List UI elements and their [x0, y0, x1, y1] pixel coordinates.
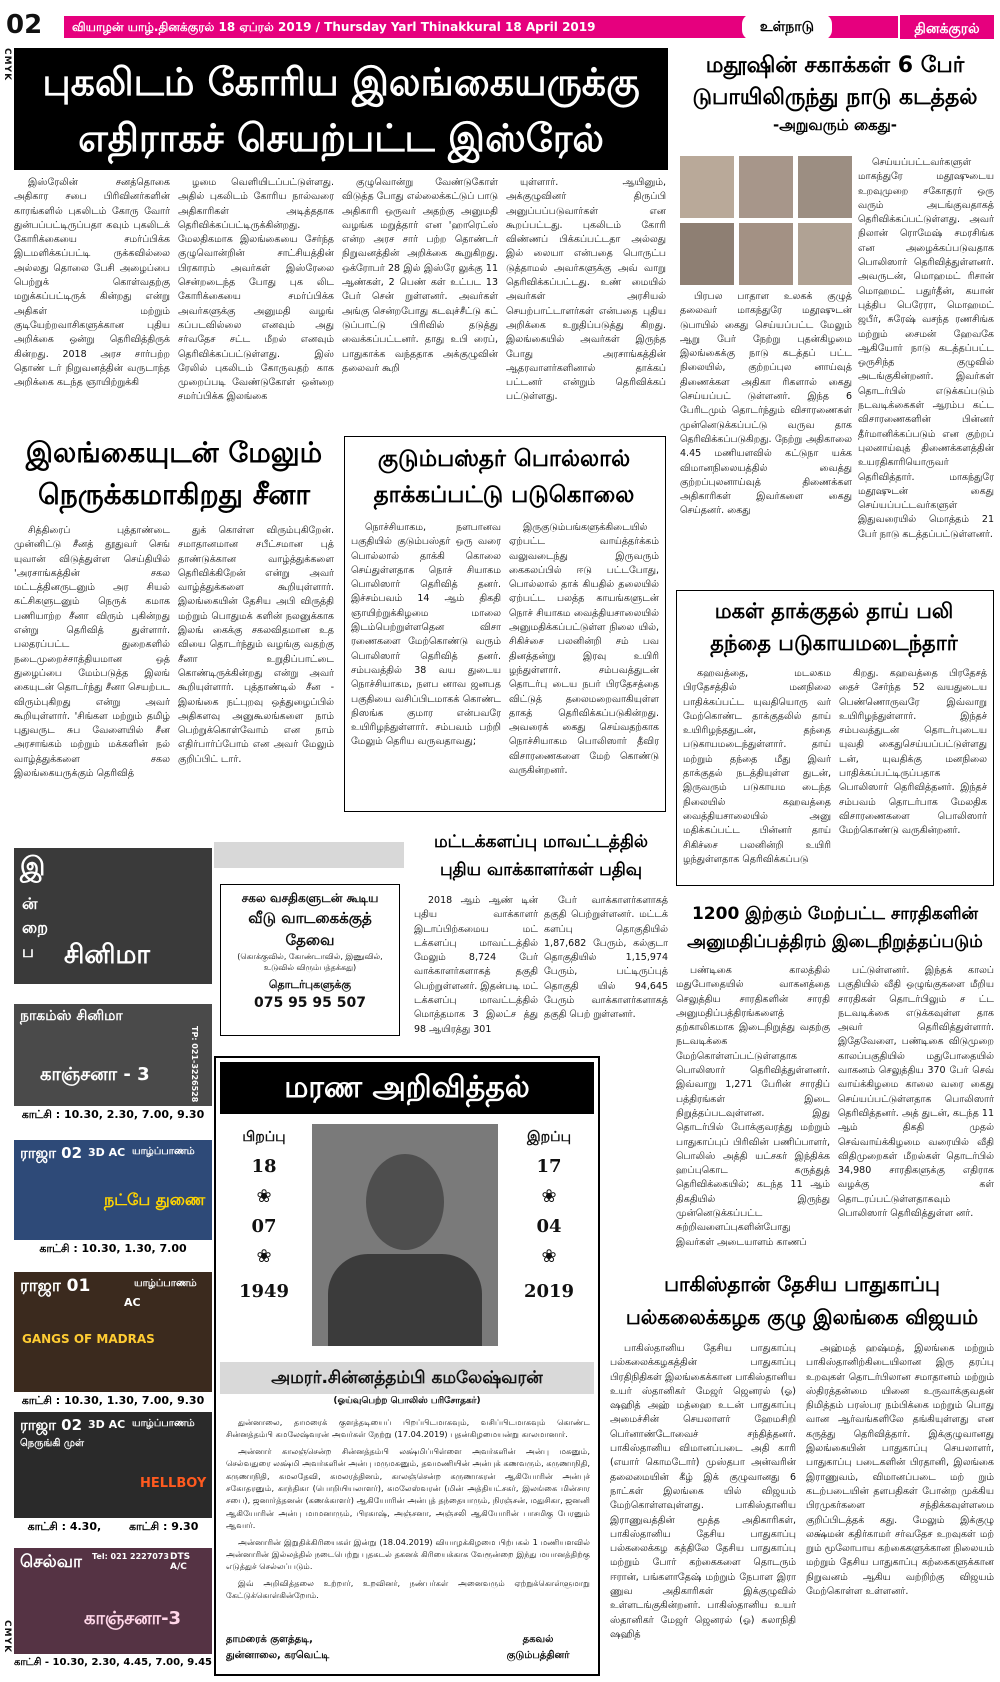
cinema-hall-name: நாகம்ஸ் சினிமா	[20, 1008, 123, 1024]
pakistan-story-col2: அஹ்மத் ஹஷ்மத், இலங்கை மற்றும் பாகிஸ்தானிற்கிடையிலான இரு தரப்பு உறவுகள் தொடர்பிலான சமாதானம் மற்றும் ஸ்திரத்தன்மை யினை உருவாக்குவதன் நிமித்தம் பரஸ்பர நம்பிக்கை மற்றும் பொது வான ஆர்வங்களிலே தங்கியுள்ளது என கருத்து தெரிவித்தார். இக்குழுவானது இலங்கையின் பாதுகாப்பு செயலாளர், பாதுகாப்பு படைகளின் பிரதானி, இலங்கை இராணுவம், விமானப்படை மற் றும் கடற்படையின் தளபதிகள் போன்ற முக்கிய பிரமுகர்களை சந்திக்கவுள்ளமை குறிப்பிடத்தக் கது. மேலும் இக்குழு லக்ஷ்மன் கதிர்காமர் சர்வதேச உறவுகள் மற் றும் மூலோபாய கற்கைகளுக்கான நிலையம் மற்றும் தேசிய பாதுகாப்பு கற்கைகளுக்கான நிறுவனம் ஆகிய வற்றிற்கு விஜயம் மேற்கொள்ள உள்ளனர்.	[806, 1343, 994, 1598]
lead-story-col1: இஸ்ரேலின் சனத்தொகை அதிகார சபை பிரிவினர்களின் காரங்களில் புகலிடம் கோரு வோர் துன்பப்பட்டிருப்பதா கவும் புகலிடக் கோரிக்கையை சமர்ப்பிக்க இடமளிக்கப்பட்டி ருக்கவில்லை அல்லது தொலை பேசி அழைப்பை பெற்றுக் கொள்வதற்கு மறுக்கப்பட்டிருக் கின்றது என்று அதிகள் மற்றும் குடியேற்றவாசிகளுக்கான புதிய அறிக்கை ஒன்று தெரிவித்திருக் கின்றது. 2018 அரச சார்பற்ற தொண் டர் நிறுவனத்தின் வருடாந்த அறிக்கை கடந்த ஞாயிற்றுக்கி	[14, 177, 170, 389]
cinema-format: 3D AC	[88, 1146, 126, 1159]
batticaloa-headline	[414, 828, 668, 890]
cinema-showtimes-left: காட்சி : 4.30,	[27, 1520, 102, 1533]
page-number: 02	[6, 10, 43, 40]
cinema-ad-nagams	[14, 1004, 212, 1124]
batticaloa-story-col1: 2018 ஆம் ஆண் டின் புதிய வாக்காளர் இடாப்பிற்கமைய மட் டக்களப்பு மாவட்டத்தில் மேலும் 8,724 பேர் வாக்காளர்களாகத் தகுதி பெற்றுள்ளனர். இதன்படி மட் டக்களப்பு மாவட்டத்தில் மொத்தமாக 3 இலட்ச த்து 98 ஆயிரத்து 301	[414, 895, 538, 1035]
birth-year: 1949	[238, 1281, 290, 1302]
pakistan-headline-line1: பாகிஸ்தான் தேசிய பாதுகாப்பு	[664, 1272, 940, 1296]
suspect-photo-6	[798, 223, 852, 285]
cinema-hall-name: ராஜா 01	[20, 1276, 91, 1296]
ornament-icon: ❀	[541, 1246, 557, 1267]
lead-headline-line1: புகலிடம் கோரிய இலங்கையருக்கு	[42, 60, 640, 104]
cinema-ad-raja02-b	[14, 1412, 212, 1536]
cinema-movie-title: GANGS OF MADRAS	[22, 1332, 155, 1346]
china-headline-line1: இலங்கையுடன் மேலும்	[25, 436, 323, 469]
newspaper-logo: தினக்குரல்	[898, 13, 996, 41]
batticaloa-headline-line1: மட்டக்களப்பு மாவட்டத்தில்	[433, 832, 649, 852]
lead-story-col2: ழமை வெளியிடப்பட்டுள்ளது. அதில் புகலிடம் கோரிய நால்வரை அதிகாரிகள் அடித்ததாக தெரிவிக்கப்பட்டிருக்கின்றது. மேலதிகமாக இலங்கையை சேர்ந்த குழுவொன்றின் சாட்சியத்தின் பிரகாரம் அவர்கள் இஸ்ரேலை சென்றடைந்த போது புக லிட கோரிக்கையை சமர்ப்பிக்க அவர்களுக்கு அனுமதி வழங் கப்படவில்லை எனவும் அது சர்வதேச சட்ட மீறல் எனவும் தெரிவிக்கப்பட்டுள்ளது. இஸ் ரேலில் புகலிடம் கோருவதற் காக முறைப்படி வேண்டுகோள் ஒன்றை சமர்ப்பிக்க இலங்கை	[178, 177, 334, 403]
suspect-photo-4	[680, 223, 734, 285]
ornament-icon: ❀	[541, 1186, 557, 1207]
header-date-tamil: வியாழன் யாழ்.தினக்குரல் 18 ஏப்ரல்	[72, 20, 274, 34]
cinema-format: AC	[124, 1296, 141, 1309]
obituary-title: மரண அறிவித்தல்	[220, 1062, 594, 1114]
birth-month: 07	[251, 1216, 277, 1237]
cinema-showtimes: காட்சி : 10.30, 2.30, 7.00, 9.30	[14, 1106, 212, 1124]
murder-story-box	[344, 436, 666, 812]
daughter-story-box	[676, 590, 994, 886]
obituary-paragraph: துன்னாலை, தாமரைக் குளத்தடியைப் பிறப்பிடமாகவும், வசிப்பிடமாகவும் கொண்ட சின்னத்தம்பி கமலேஷ்வரன் அவர்கள் நேற்று (17.04.2019) புதன்கிழமையன்று காலமானார்.	[226, 1417, 590, 1440]
house-ad-line2: வீடு வாடகைக்குத்	[248, 909, 372, 927]
section-label: உள்நாடு	[742, 14, 832, 40]
murder-headline-line1: குடும்பஸ்தர் பொல்லால்	[377, 446, 631, 472]
pakistan-story-col1: பாகிஸ்தானிய தேசிய பாதுகாப்பு பல்கலைக்கழகத்தின் பாதுகாப்பு பிரதிநிதிகள் இலங்கைக்கான பாகிஸ்தானிய உயர் ஸ்தானிகர் மேஜர் ஜெனரல் (ஓ) ஷஹித் அஹ் மத்ஹை உடன் பாதுகாப்பு அமைச்சின் செயலாளர் ஹேமசிறி பெர்னாண்டோவைச் சந்தித்தனர். பாகிஸ்தானிய விமானப்படை அதி காரி (எயார் கொமடோர்) முஸ்தபா அன்வரின் தலைமையின் கீழ் இக் குழுவானது 6 நாட்கள் இலங்கை யில் விஜயம் மேற்கொள்ளவுள்ளது. பாகிஸ்தானிய இராணுவத்தின் மூத்த அதிகாரிகள், பாகிஸ்தானிய தேசிய பாதுகாப்பு பல்கலைக்கழ கத்திலே தேசிய பாதுகாப்பு மற்றும் போர் கற்கைகளை தொடரும் ஈரான், பங்களாதேஷ் மற்றும் நேபாள இரா ணுவ அதிகாரிகள் இக்குழுவில் உள்ளடங்குகின்றனர். பாகிஸ்தானிய உயர் ஸ்தானிகர் மேஜர் ஜெனரல் (ஓ) கலாநிதி ஷஹித்	[610, 1343, 796, 1640]
cinema-phone: TP: 021-3226528	[190, 1026, 199, 1103]
cinema-phone: Tel: 021 2227073	[92, 1552, 169, 1561]
cinema-movie-extra: நெருங்கி முள்	[20, 1438, 85, 1449]
pakistan-headline	[610, 1268, 994, 1338]
china-story-col2: துக் கொள்ள விரும்புகிறேன். சமாதானமான சபீட்சமான புத் தாண்டுக்கான வாழ்த்துக்களை தெரிவிக்கிறேன் என்று அவர் வாழ்த்துக்களை கூறியுள்ளார். இலங்கையின் தேசிய அபி விருத்தி மற்றும் பொதுமக் களின் நலனுக்காக இலங் கைக்கு சகலவிதமான உத வியை தொடர்ந்தும் வழங்கு வதற்கு சீனா உறுதிப்பாட்டை கொண்டிருக்கின்றது என்று அவர் கூறியுள்ளார். புத்தாண்டில் சீன - இலங்கை நட்புறவு ஒத்துழைப்பில் அதிகளவு அனுகூலங்களை நாம் பெற்றுக்கொள்வோம் என நாம் எதிர்பார்ப்போம் என அவர் மேலும் குறிப்பிட் டார்.	[178, 525, 334, 765]
death-year: 2019	[523, 1281, 575, 1302]
daughter-headline-line1: மகள் தாக்குதல் தாய் பலி	[714, 599, 954, 623]
death-day: 17	[536, 1156, 562, 1177]
ad-grey-strip	[214, 842, 404, 868]
birth-dates	[224, 1122, 304, 1358]
obituary-notice	[214, 1056, 600, 1676]
cinema-city: யாழ்ப்பாணம்	[132, 1418, 195, 1429]
batticaloa-headline-line2: புதிய வாக்காளர்கள் பதிவு	[439, 860, 643, 880]
informant-label: தகவல்	[522, 1634, 554, 1645]
dubai-story-right-col: செய்யப்பட்டவர்களுள் மாகந்துரே மதூஷுடைய உறவுமுறை சகோதரர் ஒரு வரும் அடங்குவதாகத் தெரிவிக்கப்பட்டுள்ளது. அவர் நிலான் ரொமேஷ் சமரசிங்க என அழைக்கப்படுவதாக பொலிஸார் தெரிவித்துள்ளனர். அவருடன், மொஹமட் ரிசான் மொஹமட் பதுர்தீன், கயான் புத்திப பெரேரா, மொஹமட் ஜபீர், சுரேஷ் வசந்த ரணசிங்க மற்றும் சைமன் ஹேவகே ஆகியோர் நாடு கடத்தப்பட்ட ஒருசிந்த குழுவில் அடங்குகின்றனர். இவர்கள் தொடர்பில் எடுக்கப்படும் நடவடிக்கைகள் ஆரம்ப கட்ட விசாரணைகளின் பின்னர் தீர்மானிக்கப்படும் என குற்றப் புலனாய்வுத் திணைக்களத்தின் உயரதிகாரியொருவர் தெரிவித்தார். மாகந்துரே மதூஷுடன் கைது செய்யப்பட்டவர்களுள் இதுவரையில் மொத்தம் 21 பேர் நாடு கடத்தப்பட்டுள்ளனர்.	[858, 157, 994, 540]
dubai-story-left-col: பிரபல பாதாள உலகக் குழுத் தலைவர் மாகந்துரே மதூஷுடன் டுபாயில் கைது செய்யப்பட்ட மேலும் ஆறு பேர் நேற்று புதன்கிழமை இலங்கைக்கு நாடு கடத்தப் பட்ட நிலையில், குற்றப்புல னாய்வுத் திணைக்கள அதிகா ரிகளால் கைது செய்யப்பட் டுள்ளனர். இந்த 6 பேரிடமும் தொடர்ந்தும் விசாரணைகள் முன்னெடுக்கப்பட்டு வருவ தாக தெரிவிக்கப்படுகிறது. நேற்று அதிகாலை 4.45 மணியளவில் கட்டுநா யக்க விமானநிலையத்தில் வைத்து குற்றப்புலனாய்வுத் திணைக்கள அதிகாரிகள் இவர்களை கைது செய்தனர். கைது	[680, 291, 852, 517]
china-story-col1: சித்திரைப் புத்தாண்டை முன்னிட்டு சீனத் தூதுவர் செங் யுவான் விடுத்துள்ள செய்தியில் 'அரசாங்கத்தின் சகல மட்டத்தினருடனும் அர சியல் கட்சிகளுடனும் நெருக் கமாக பணியாற்ற சீனா விரும் புகின்றது என்று தெரிவித் துள்ளார். பலதரப்பட்ட துறைகளில் நடைமுறைச்சாத்தியமான ஒத் துழைப்பை மேம்படுத்த இலங் கையுடன் தொடர்ந்து சீனா செயற்பட விரும்புகிறது என்று அவர் கூறியுள்ளார். 'சிங்கள மற்றும் தமிழ் புதுவருட சுப வேளையில் சீன அரசாங்கம் மற்றும் மக்களின் நல் வாழ்த்துக்களை சகல இலங்கையருக்கும் தெரிவித்	[14, 525, 170, 780]
house-ad-contact-label: தொடர்புகளுக்கு	[268, 978, 352, 991]
death-month: 04	[536, 1216, 562, 1237]
dubai-headline-line2: டுபாயிலிருந்து நாடு கடத்தல்	[692, 85, 978, 110]
deceased-name-banner: அமரர்.சின்னத்தம்பி கமலேஷ்வரன்	[220, 1362, 594, 1394]
murder-story-col2: இருகுடும்பங்களுக்கிடையில் ஏற்பட்ட வாய்த்தர்க்கம் வலுவடைந்து இருவரும் கைகலப்பில் ஈடு பட்டபோது, பொல்லால் தாக் கியதில் தலையில் ஏற்பட்ட பலத்த காயங்களுடன் நொச் சியாகம வைத்தியசாலையில் அனுமதிக்கப்பட்டுள்ள நிலை யில், சிகிச்சை பலனின்றி சம் பவ தினத்தன்று இரவு உயிரி ழந்துள்ளார். சம்பவத்துடன் தொடர்பு டைய நபர் பிரதேசத்தை விட்டுத் தலைமறைவாகியுள்ள தாகத் தெரிவிக்கப்படுகின்றது. அவரைக் கைது செய்வதற்காக நொச்சியாகம பொலிஸார் தீவிர விசாரணைகளை மேற் கொண்டு வருகின்றனர்.	[509, 522, 659, 777]
deceased-portrait	[312, 1124, 498, 1346]
death-label: இறப்பு	[527, 1129, 571, 1145]
cinema-header-letters: ன் றை ப	[22, 894, 49, 961]
obituary-paragraph: அன்னாரின் இறுதிக்கிரியைகள் இன்று (18.04.2019) வியாழக்கிழமை பிற்பகல் 1 மணியளவில் அன்னாரின் இல்லத்தில் நடைபெற்று புதகடல் தகனக் கிரியைக்காக வேரூன்றை இந்து மயானத்திற்கு எடுத்துச் செல்லப்படும்.	[226, 1536, 590, 1572]
cinema-ad-raja01	[14, 1272, 212, 1410]
suspect-photo-5	[739, 223, 793, 285]
cinema-ad-selva	[14, 1548, 212, 1672]
dubai-headline-line1: மதூஷின் சகாக்கள் 6 பேர்	[705, 53, 965, 78]
birth-label: பிறப்பு	[242, 1129, 286, 1145]
portrait-uniform	[328, 1254, 482, 1346]
lead-story-col3: குழுவொன்று வேண்டுகோள் விடுத்த போது எல்லைக்கட்டுப் பாடு அதிகாரி ஒருவர் அதற்கு அனுமதி வழங்க மறுத்தார் என 'ஹாரெட்ஸ் என்ற அரச சார் பற்ற தொண்டர் நிறுவனத்தின் அறிக்கை கூறுகிறது. ஒக்ரோபர் 28 இல் இஸ்ரே லுக்கு 11 ஆண்கள், 2 பெண் கள் உட்பட 13 பேர் சென் றுள்ளனர். அவர்கள் அங்கு சென்றபோது கடவுச்சீட்டு கட் டுப்பாட்டு பிரிவில் தடுத்து வைக்கப்பட்டனர். தாது உபி ரைப், பாதுகாக்க வந்ததாக அக்குழுவின் தலைவர் கூறி	[342, 177, 498, 374]
daughter-headline-line2: தந்தை படுகாயமடைந்தார்	[710, 631, 958, 655]
cinema-city: யாழ்ப்பாணம்	[132, 1146, 195, 1157]
licence-headline	[676, 900, 994, 962]
cinema-format: DTS A/C	[170, 1552, 191, 1572]
licence-headline-line2: அனுமதிப்பத்திரம் இடைநிறுத்தப்படும்	[687, 932, 983, 952]
pakistan-headline-line2: பல்கலைக்கழக குழு இலங்கை விஜயம்	[625, 1305, 979, 1329]
licence-headline-line1: 1200 இற்கும் மேற்பட்ட சாரதிகளின்	[691, 904, 979, 924]
house-rent-ad	[220, 884, 400, 1036]
daughter-story-col1: கஹவத்தை, மடலகம பிரதேசத்தில் மனநிலை பாதிக்கப்பட்ட யுவதியொரு வர் மேற்கொண்ட தாக்குதலில் தாய் உயிரிழந்ததுடன், தந்தை படுகாயமடைந்துள்ளார். தாய் மற்றும் தந்தை மீது இவர் தாக்குதல் நடத்தியுள்ள துடன், இருவரும் படுகாயம டைந்த நிலையில் கஹவத்தை வைத்தியசாலையில் அனு மதிக்கப்பட்ட பின்னர் தாய் சிகிச்சை பலனின்றி உயிரி ழந்துள்ளதாக தெரிவிக்கப்படு	[683, 668, 831, 865]
murder-headline	[349, 441, 659, 517]
dubai-photo-grid	[680, 156, 852, 286]
murder-headline-line2: தாக்கப்பட்டு படுகொலை	[373, 482, 635, 508]
ornament-icon: ❀	[256, 1246, 272, 1267]
cinema-showtimes: காட்சி : 10.30, 1.30, 7.00	[14, 1240, 212, 1258]
dubai-subhead: -அறுவரும் கைது-	[772, 116, 897, 134]
lead-story-col4: யுள்ளார். ஆயினும், அக்குழுவினர் திருப்பி அனுப்பப்படுவார்கள் என கூறப்பட்டது. புகலிடம் கோரி விண்ணப் பிக்கப்பட்டதா அல்லது இல் லையா என்பதை பொருட்ப டுத்தாமல் அவர்களுக்கு அவ் வாறு தெரிவிக்கப்பட்டது. உண் மையில் அவர்கள் அரசியல் செயற்பாட்டாளர்கள் என்பதை புதிய அறிக்கை உறுதிப்படுத்து கிறது. இலங்கையில் அவர்கள் இருந்த போது அரசாங்கத்தின் ஆதரவாளர்களினால் தாக்கப் பட்டனர் என்றும் தெரிவிக்கப் பட்டுள்ளது.	[506, 177, 666, 403]
cinema-city: யாழ்ப்பாணம்	[134, 1278, 197, 1289]
cinema-ad-raja02-a	[14, 1140, 212, 1258]
house-ad-line4: (கொக்குவில், கோண்டாவில், இணுவில், உடுவில் விரும்பத்தக்கது)	[237, 952, 383, 972]
obituary-paragraph: அன்னார் காலஞ்சென்ற சின்னத்தம்பி லக்ஷ்மிப்பிள்ளை அவர்களின் அன்பு மகனும், செல்வதுரை லக்ஷ்மி அவர்களின் அன்பு மருமகனும், தவமணியின் அன்புக் கணவரும், கருணாநிதி, கருணாநிதி, கமலதேவி, கமலரத்தினம், காலஞ்சென்ற கருணாகரன் ஆகியோரின் அன்புச் சகோதரனும், காந்திகா (பொறியியலாளர்), கமலேஸ்வரன் (மின் அத்தியட்சகர், இலங்கை மின்சார சபை), ஜனார்த்தனன் (கணக்காளர்) ஆகியோரின் அன்புத் தந்தையாரும், நிரஞ்சன், மதுசிகா, ஜனனி ஆகியோரின் அன்பு மாமனாரும், பிரகாஷ், அஞ்சனா, அஞ்சலி ஆகியோரின் பாசமிகு பேரனும் ஆவார்.	[226, 1445, 590, 1531]
lead-headline-line2: எதிராகச் செயற்பட்ட இஸ்ரேல்	[78, 116, 604, 160]
cinema-showtimes: காட்சி - 10.30, 2.30, 4.45, 7.00, 9.45	[14, 1654, 212, 1672]
licence-story-col2: பட்டுள்ளனர். இந்தக் காலப் பகுதியில் வீதி ஒழுங்குகளை மீறிய சாரதிகள் தொடர்பிலும் ச ட்ட நடவடிக்கை எடுக்கவுள்ள தாக அவர் தெரிவித்துள்ளார். இதேவேளை, பண்டிகை விடுமுறை காலப்பகுதியில் மதுபோதையில் வாகனம் செலுத்திய 370 பேர் செவ் வாய்க்கிழமை காலை வரை கைது செய்யப்பட்டுள்ளதாக பொலிஸார் தெரிவித்தனர். அத் துடன், கடந்த 11 ஆம் திகதி முதல் செவ்வாய்க்கிழமை வரையில் வீதி விதிமுறைகள் மீறல்கள் தொடர்பில் 34,980 சாரதிகளுக்கு எதிராக வழக்கு கள் தொடரப்பட்டுள்ளதாகவும் பொலிஸார் தெரிவித்துள்ள னர்.	[838, 965, 994, 1220]
cinema-showtimes	[14, 1518, 212, 1536]
cinema-hall-name: செல்வா	[20, 1552, 82, 1572]
licence-story-col1: பண்டிகை காலத்தில் மதுபோதையில் வாகனத்தை செலுத்திய சாரதிகளின் சாரதி அனுமதிப்பத்திரங்களைத் தற்காலிகமாக இடைநிறுத்து வதற்கு நடவடிக்கை மேற்கொள்ளப்பட்டுள்ளதாக பொலிஸார் தெரிவித்துள்ளனர். இவ்வாறு 1,271 பேரின் சாரதிப் பத்திரங்கள் இடை நிறுத்தப்படவுள்ளன. இது தொடர்பில் போக்குவரத்து மற்றும் பாதுகாப்புப் பிரிவின் பணிப்பாளர், பொலிஸ் அத்தி யட்சகர் இந்திக்க ஹப்புகொட கருத்துத் தெரிவிக்கையில்; கடந்த 11 ஆம் திகதியில் இருந்து முன்னெடுக்கப்பட்ட சுற்றிவளைப்புகளின்போது இவர்கள் அடையாளம் காணப்	[676, 965, 830, 1248]
cinema-hall-name: ராஜா 02	[20, 1416, 83, 1434]
cinema-showtimes-right: காட்சி : 9.30	[129, 1520, 199, 1533]
cinema-movie-title: HELLBOY	[140, 1476, 207, 1491]
birth-day: 18	[251, 1156, 277, 1177]
cinema-movie-title: காஞ்சனா-3	[84, 1608, 182, 1629]
house-ad-line3: தேவை	[285, 931, 335, 949]
house-ad-phone: 075 95 95 507	[253, 995, 367, 1011]
ornament-icon: ❀	[256, 1186, 272, 1207]
cinema-header-title: சினிமா	[64, 940, 150, 970]
batticaloa-story-col2: பேர் வாக்காளர்களாகத் தகுதி பெற்றுள்ளனர். மட்டக் களப்பு தொகுதியில் 1,87,682 பேரும், கல்குடா தொகுதியில் 1,15,974 பேரும், பட்டிருப்புத் தொகுதி யில் 94,645 பேரும் வாக்காளர்களாகத் தகுதி பெற் றுள்ளனர்.	[544, 895, 668, 1021]
cinema-header-ad	[14, 848, 212, 984]
lead-headline	[14, 48, 668, 170]
obituary-body	[226, 1416, 590, 1626]
deceased-role: (ஓய்வுபெற்ற பொலிஸ் பரிசோதகர்)	[333, 1396, 481, 1406]
murder-story-col1: நொச்சியாகம, நளபானவ பகுதியில் குடும்பஸ்தர் ஒரு வரை பொல்லால் தாக்கி கொலை செய்துள்ளதாக நொச் சியாகம பொலிஸார் தெரிவித் தனர். இச்சம்பவம் 14 ஆம் திகதி ஞாயிற்றுக்கிழமை மாலை இடம்பெற்றுள்ளதென விசா ரணைகளை மேற்கொண்டு வரும் பொலிஸார் தெரிவித் தனர். சம்பவத்தில் 38 வய துடைய நொச்சியாகம, நளப னாவ ஜனபத பகுதியை வசிப்பிடமாகக் கொண்ட நிஸங்க குமார என்பவரே உயிரிழந்துள்ளார். சம்பவம் பற்றி மேலும் தெரிய வருவதாவது;	[351, 522, 501, 748]
informant-name: குடும்பத்தினர்	[506, 1650, 570, 1661]
daughter-story-col2: கிறது. கஹவத்தை பிரதேசத் தைச் சேர்ந்த 52 வயதுடைய பெண்ணொருவரே இவ்வாறு உயிரிழந்துள்ளார். இந்தச் சம்பவத்துடன் தொடர்புடைய யுவதி கைதுசெய்யப்பட்டுள்ளது டன், யுவதிக்கு மனநிலை பாதிக்கப்பட்டிருப்பதாக பொலிஸார் தெரிவித்தனர். இந்தச் சம்பவம் தொடர்பாக மேலதிக விசாரணைகளை பொலிஸார் மேற்கொண்டு வருகின்றனர்.	[839, 668, 987, 837]
cinema-movie-title: நட்பே துணை	[104, 1190, 206, 1209]
suspect-photo-1	[680, 156, 734, 218]
cinema-showtimes: காட்சி : 10.30, 1.30, 7.00, 9.30	[14, 1392, 212, 1410]
suspect-photo-3	[798, 156, 852, 218]
china-headline-line2: நெருக்கமாகிறது சீனா	[37, 478, 310, 511]
cinema-hall-name: ராஜா 02	[20, 1144, 83, 1162]
cinema-format: 3D AC	[88, 1418, 126, 1431]
death-dates	[506, 1122, 592, 1358]
dubai-headline	[676, 50, 994, 136]
obituary-paragraph: இவ் அறிவித்தலை உற்றார், உறவினர், நண்பர்கள் அனைவரும் ஏற்றுக்கொள்ளுமாறு கேட்டுக்கொள்கின்றோம்.	[226, 1577, 590, 1601]
obituary-informant	[486, 1632, 590, 1666]
header-date-english: 2019 / Thursday Yarl Thinakkural 18 April 2019	[278, 20, 596, 34]
china-headline	[14, 432, 334, 518]
obituary-address: தாமரைக் குளத்தடி, துன்னாலை, கரவெட்டி	[226, 1634, 330, 1661]
cmyk-mark-bottom: CMYK	[2, 1620, 12, 1654]
portrait-face	[366, 1154, 444, 1250]
suspect-photo-2	[739, 156, 793, 218]
daughter-headline	[681, 595, 987, 663]
house-ad-line1: சகல வசதிகளுடன் கூடிய	[241, 891, 379, 905]
cinema-header-letter: இ	[20, 852, 46, 882]
cmyk-mark-top: CMYK	[2, 48, 12, 82]
cinema-movie-title: காஞ்சனா - 3	[40, 1064, 150, 1085]
